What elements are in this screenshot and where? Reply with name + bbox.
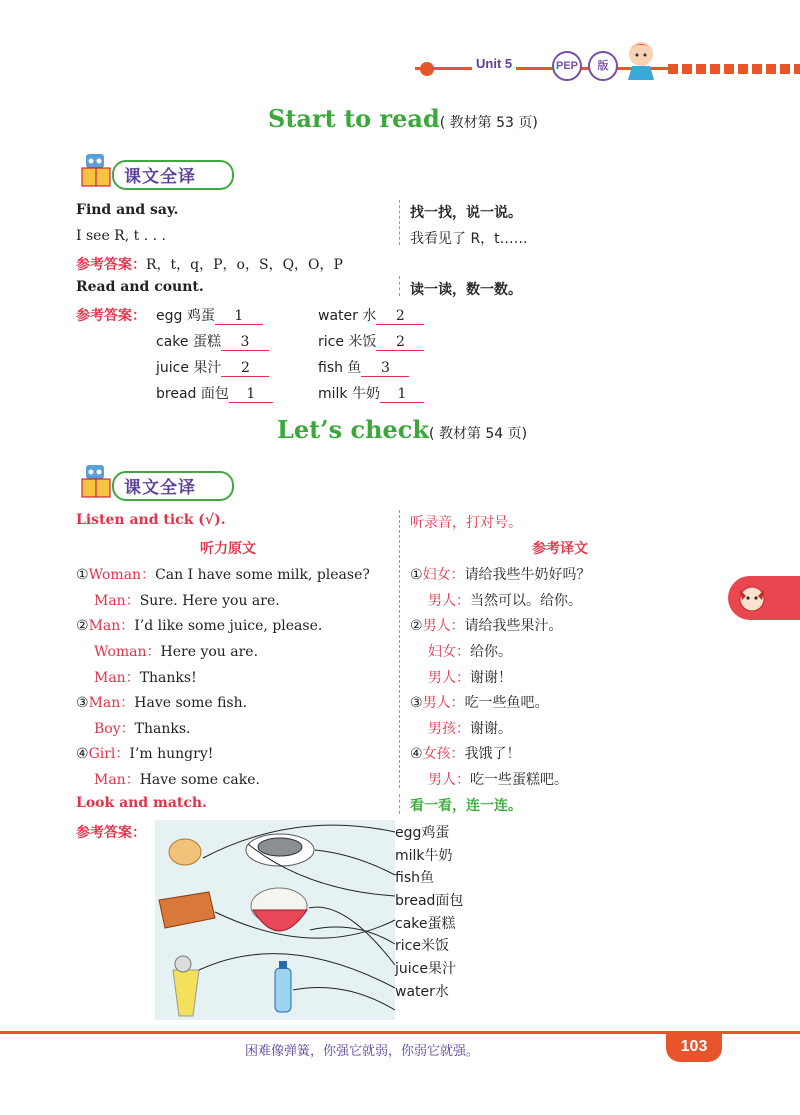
dialog-line-en <box>76 692 247 712</box>
lets-check-title <box>277 415 527 444</box>
listen-cn: 听录音，打对号。 <box>410 515 522 531</box>
utterance: 给你。 <box>470 644 512 660</box>
match-word: juice果汁 <box>395 961 456 977</box>
robot-reader-icon <box>78 463 116 501</box>
look-cn: 看一看，连一连。 <box>410 798 522 814</box>
left-column-head: 听力原文 <box>200 541 256 557</box>
side-tab <box>728 576 800 620</box>
count-item-label: bread 面包 <box>156 386 229 402</box>
count-item <box>318 331 424 351</box>
lets-check-subtitle: ( 教材第 54 页) <box>429 426 528 442</box>
answer-line-1 <box>76 254 343 274</box>
match-word: fish鱼 <box>395 870 434 886</box>
isee-cn: 我看见了 R，t…… <box>410 231 528 247</box>
column-divider <box>399 794 401 814</box>
translation-tag <box>78 463 238 503</box>
utterance: I’d like some juice, please. <box>134 618 323 634</box>
dialog-line-cn <box>410 564 591 584</box>
start-to-read-title-text: Start to read <box>268 104 440 133</box>
count-item <box>156 383 273 403</box>
speaker: 男人： <box>428 772 470 788</box>
header-dot <box>420 62 434 76</box>
speaker: Boy： <box>94 721 135 737</box>
count-item <box>156 357 269 377</box>
count-value: 2 <box>376 308 424 325</box>
count-item-label: cake 蛋糕 <box>156 334 221 350</box>
speaker: Man： <box>88 618 135 634</box>
dialog-line-en <box>76 615 322 635</box>
dialog-line-en <box>76 743 213 763</box>
count-value: 3 <box>361 360 409 377</box>
ban-badge: 版 <box>588 51 618 81</box>
speaker: 女孩： <box>422 746 465 762</box>
utterance: 请给我些果汁。 <box>464 618 563 634</box>
utterance: Here you are. <box>160 644 259 660</box>
footer-motto: 困难像弹簧，你强它就弱，你弱它就强。 <box>245 1044 480 1059</box>
speaker: 男人： <box>422 695 465 711</box>
speaker: Man： <box>94 593 140 609</box>
count-item <box>318 357 409 377</box>
utterance: Can I have some milk, please? <box>155 567 370 583</box>
dialog-line-en <box>94 718 190 738</box>
start-to-read-subtitle: ( 教材第 53 页) <box>439 115 538 131</box>
count-item-label: milk 牛奶 <box>318 386 380 402</box>
water-bottle-icon <box>275 968 291 1012</box>
start-to-read-title <box>268 104 538 133</box>
utterance: 请给我些牛奶好吗？ <box>464 567 591 583</box>
count-value: 2 <box>376 334 424 351</box>
dialog-line-cn <box>428 641 512 661</box>
utterance: 我饿了！ <box>464 746 521 762</box>
dialog-num: ② <box>410 618 423 634</box>
count-value: 1 <box>380 386 424 403</box>
utterance: I’m hungry! <box>129 746 214 762</box>
read-count-cn: 读一读，数一数。 <box>410 282 522 298</box>
dialog-line-en <box>94 641 258 661</box>
count-item <box>156 331 269 351</box>
match-word: bread面包 <box>395 893 464 909</box>
column-divider <box>399 510 401 788</box>
utterance: 吃一些鱼吧。 <box>464 695 549 711</box>
speaker: 妇女： <box>422 567 465 583</box>
dialog-line-cn <box>410 743 521 763</box>
dialog-num: ① <box>76 567 89 583</box>
column-divider <box>399 200 401 245</box>
utterance: 吃一些蛋糕吧。 <box>470 772 568 788</box>
speaker: Man： <box>94 670 140 686</box>
find-say-cn: 找一找，说一说。 <box>410 205 522 221</box>
dialog-num: ③ <box>410 695 423 711</box>
match-word: egg鸡蛋 <box>395 825 450 841</box>
dialog-line-cn <box>428 769 568 789</box>
answer-label: 参考答案： <box>76 308 146 324</box>
tag-text: 课文全译 <box>124 167 196 187</box>
right-column-head: 参考译文 <box>532 541 588 557</box>
answer-value: R，t，q，P，o，S，Q，O，P <box>146 257 343 273</box>
match-word: milk牛奶 <box>395 848 453 864</box>
speaker: 男人： <box>428 670 470 686</box>
bread-icon <box>159 892 215 928</box>
speaker: 男孩： <box>428 721 470 737</box>
look-en: Look and match. <box>76 795 207 811</box>
count-item-label: fish 鱼 <box>318 360 362 376</box>
speaker: Girl： <box>88 746 130 762</box>
header-checker <box>668 64 800 74</box>
translation-tag <box>78 152 238 192</box>
count-item <box>318 383 424 403</box>
match-word: water水 <box>395 984 449 1000</box>
tag-text: 课文全译 <box>124 478 196 498</box>
utterance: 谢谢！ <box>470 670 512 686</box>
utterance: Thanks. <box>134 721 191 737</box>
count-item-label: water 水 <box>318 308 377 324</box>
fox-mascot-icon <box>736 582 768 614</box>
robot-reader-icon <box>78 152 116 190</box>
girl-mascot-icon <box>618 36 664 82</box>
speaker: 妇女： <box>428 644 470 660</box>
dialog-num: ① <box>410 567 423 583</box>
find-say-en: Find and say. <box>76 202 179 218</box>
lets-check-title-text: Let’s check <box>277 415 430 444</box>
column-divider <box>399 276 401 296</box>
count-value: 1 <box>215 308 263 325</box>
dialog-line-en <box>94 590 280 610</box>
dialog-line-en <box>94 667 197 687</box>
dialog-line-en <box>94 769 260 789</box>
food-pictures <box>155 820 400 1020</box>
speaker: 男人： <box>428 593 470 609</box>
utterance: 当然可以。给你。 <box>470 593 582 609</box>
speaker: 男人： <box>422 618 465 634</box>
dialog-num: ④ <box>76 746 89 762</box>
dialog-num: ④ <box>410 746 423 762</box>
answer-label: 参考答案： <box>76 825 146 841</box>
dialog-num: ② <box>76 618 89 634</box>
dialog-line-cn <box>410 692 549 712</box>
utterance: Sure. Here you are. <box>139 593 280 609</box>
match-word: rice米饭 <box>395 938 449 954</box>
count-item <box>156 305 263 325</box>
isee-en: I see R, t . . . <box>76 228 166 244</box>
speaker: Man： <box>88 695 135 711</box>
count-item-label: egg 鸡蛋 <box>156 308 215 324</box>
speaker: Woman： <box>88 567 156 583</box>
dialog-num: ③ <box>76 695 89 711</box>
read-count-en: Read and count. <box>76 279 204 295</box>
utterance: Have some fish. <box>134 695 248 711</box>
count-value: 1 <box>229 386 273 403</box>
dialog-line-cn <box>410 615 563 635</box>
answer-label: 参考答案： <box>76 257 146 273</box>
utterance: Thanks! <box>139 670 197 686</box>
unit-label: Unit 5 <box>472 56 516 71</box>
dialog-line-cn <box>428 590 582 610</box>
utterance: Have some cake. <box>139 772 260 788</box>
count-item-label: rice 米饭 <box>318 334 377 350</box>
speaker: Woman： <box>94 644 161 660</box>
dialog-line-cn <box>428 667 512 687</box>
listen-en: Listen and tick (√). <box>76 512 226 528</box>
dialog-line-en <box>76 564 370 584</box>
juice-glass-icon <box>173 970 199 1016</box>
pep-badge: PEP <box>552 51 582 81</box>
count-value: 3 <box>221 334 269 351</box>
match-word: cake蛋糕 <box>395 916 456 932</box>
egg-icon <box>169 839 201 865</box>
utterance: 谢谢。 <box>470 721 512 737</box>
count-item <box>318 305 424 325</box>
count-value: 2 <box>221 360 269 377</box>
count-item-label: juice 果汁 <box>156 360 222 376</box>
speaker: Man： <box>94 772 140 788</box>
page-number: 103 <box>666 1032 722 1062</box>
dialog-line-cn <box>428 718 512 738</box>
